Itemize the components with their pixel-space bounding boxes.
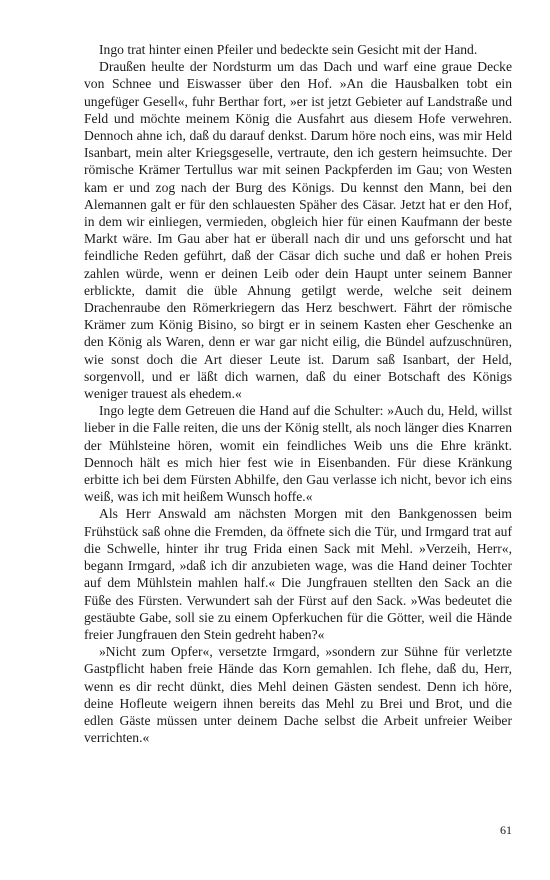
page-number: 61 [500, 823, 512, 837]
paragraph-2: Draußen heulte der Nordsturm um das Dach und warf eine graue Decke von Schnee und Eiswasser über den Hof. »An die Hausbalken tobt ein ungefüger Gesell«, fuhr Berthar fort, »er ist jetzt Gebieter auf Landstraße und Feld und möchte meinem König die Ausfahrt aus diesem Hofe verwehren. Dennoch ahne ich, daß du darauf denkst. Darum höre noch eins, was mir Held Isanbart, mein alter Kriegsgeselle, vertraute, den ich gestern heimsuchte. Der römische Krämer Tertullus war mit seinen Packpferden im Gau; von Westen kam er und zog nach der Burg des Königs. Du kennst den Mann, bei den Alemannen galt er für den schlauesten Späher des Cäsar. Jetzt hat er den Hof, in dem wir einliegen, vermieden, obgleich hier für einen Kaufmann der beste Markt wäre. Im Gau aber hat er überall nach dir und uns geforscht und hat feindliche Reden geführt, daß der Cäsar dich suche und daß er hohen Preis zahlen würde, wenn er deinen Leib oder dein Haupt unter seinem Banner erblickte, damit die üble Ahnung getilgt werde, welche seit deinem Drachenraube den Römerkriegern das Herz beschwert. Fährt der römische Krämer zum König Bisino, so birgt er in seinem Kasten eher Geschenke an den König als Waren, denn er war gar nicht eilig, die Bündel aufzuschnüren, wie sonst doch die Art dieser Leute ist. Darum saß Isanbart, der Held, sorgenvoll, und er läßt dich warnen, daß du einer Botschaft des Königs weniger trauest als ehedem.« [84, 59, 512, 402]
body-text [84, 41, 512, 746]
paragraph-1: Ingo trat hinter einen Pfeiler und bedeckte sein Gesicht mit der Hand. [99, 42, 478, 57]
paragraph-5: »Nicht zum Opfer«, versetzte Irmgard, »sondern zur Sühne für verletzte Gastpflicht haben freie Hände das Korn gemahlen. Ich flehe, daß du, Herr, wenn es dir recht dünkt, dies Mehl deinen Gästen sendest. Denn ich höre, deine Hofleute weigern ihnen bereits das Mehl zu Brei und Brot, und die edlen Gäste müssen unter deinem Dache selbst die Arbeit unfreier Weiber verrichten.« [84, 644, 512, 746]
paragraph-3: Ingo legte dem Getreuen die Hand auf die Schulter: »Auch du, Held, willst lieber in die Falle reiten, die uns der König stellt, als noch länger dies Knarren der Mühlsteine hören, womit ein feindliches Weib uns die Ehre kränkt. Dennoch hält es mich hier fest wie in Eisenbanden. Für diese Kränkung erbitte ich bei dem Fürsten Abhilfe, den Gau verlasse ich nicht, bevor ich eins weiß, was ich mit heißem Wunsch hoffe.« [84, 403, 512, 505]
paragraph-4: Als Herr Answald am nächsten Morgen mit den Bankgenossen beim Frühstück saß ohne die Fremden, da öffnete sich die Tür, und Irmgard trat auf die Schwelle, hinter ihr trug Frida einen Sack mit Mehl. »Verzeih, Herr«, begann Irmgard, »daß ich dir anzubieten wage, was die Hand deiner Tochter auf dem Mühlstein mahlen half.« Die Jungfrauen stellten den Sack an die Füße des Fürsten. Verwundert sah der Fürst auf den Sack. »Was bedeutet die gestäubte Gabe, soll sie zu einem Opferkuchen für die Götter, weil die Hände freier Jungfrauen den Stein gedreht haben?« [84, 506, 512, 642]
